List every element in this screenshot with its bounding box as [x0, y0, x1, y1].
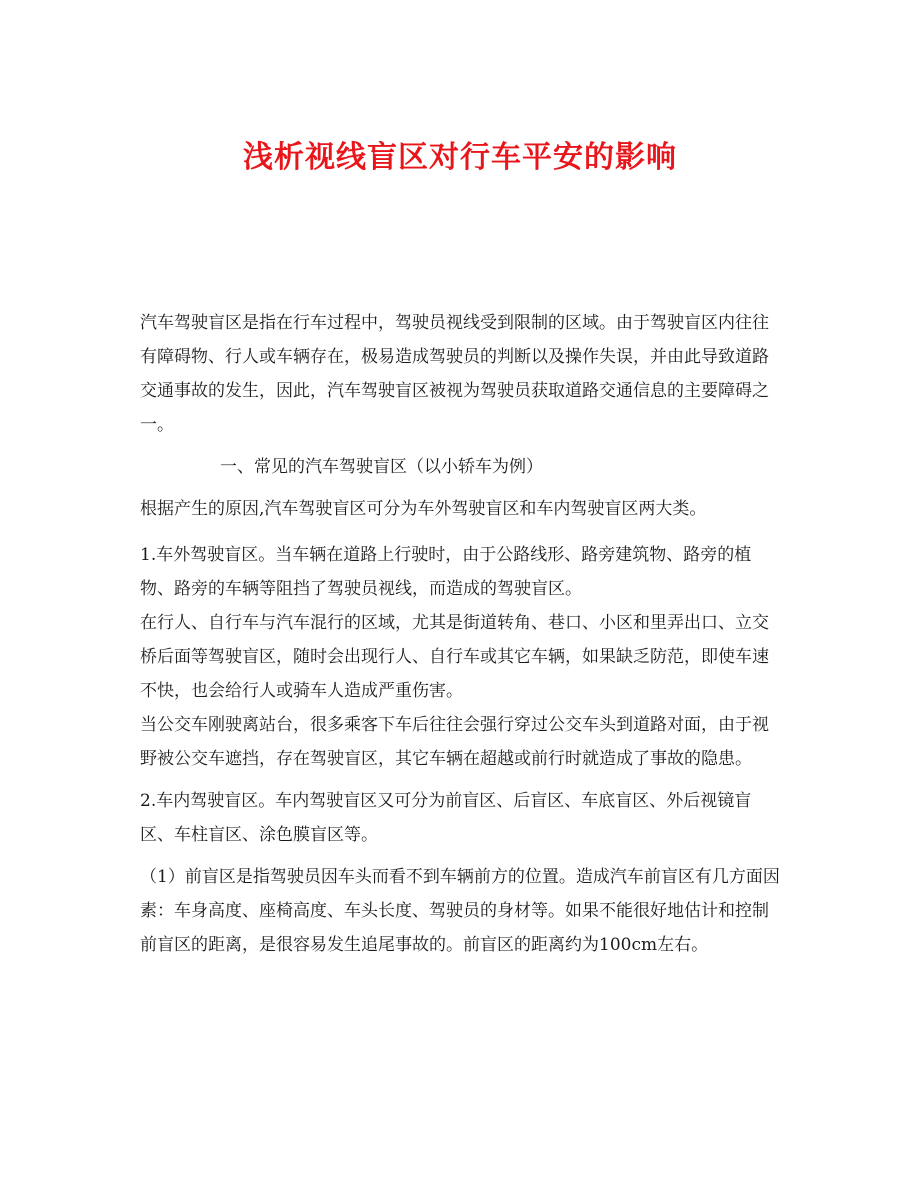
paragraph-intro: 汽车驾驶盲区是指在行车过程中，驾驶员视线受到限制的区域。由于驾驶盲区内往往有障碍物、行人或车辆存在，极易造成驾驶员的判断以及操作失误，并由此导致道路交通事故的发生，因此，汽车驾驶盲区被视为驾驶员获取道路交通信息的主要障碍之一。: [140, 313, 769, 435]
paragraph-front-blind-spot: （1）前盲区是指驾驶员因车头而看不到车辆前方的位置。造成汽车前盲区有几方面因素：车身高度、座椅高度、车头长度、驾驶员的身材等。如果不能很好地估计和控制前盲区的距离，是很容易发生追尾事故的。前盲区的距离约为100cm左右。: [140, 867, 780, 955]
paragraph-classification: 根据产生的原因,汽车驾驶盲区可分为车外驾驶盲区和车内驾驶盲区两大类。: [140, 499, 707, 519]
document-title: 浅析视线盲区对行车平安的影响: [243, 140, 677, 176]
document-body: [140, 306, 780, 962]
paragraph-mixed-traffic: 在行人、自行车与汽车混行的区域，尤其是街道转角、巷口、小区和里弄出口、立交桥后面等驾驶盲区，随时会出现行人、自行车或其它车辆，如果缺乏防范，即使车速不快，也会给行人或骑车人造成严重伤害。: [140, 613, 769, 701]
paragraph-inner-blind-spot: 2.车内驾驶盲区。车内驾驶盲区又可分为前盲区、后盲区、车底盲区、外后视镜盲区、车柱盲区、涂色膜盲区等。: [140, 791, 752, 845]
paragraph-outer-blind-spot: 1.车外驾驶盲区。当车辆在道路上行驶时，由于公路线形、路旁建筑物、路旁的植物、路旁的车辆等阻挡了驾驶员视线，而造成的驾驶盲区。: [140, 545, 752, 599]
section-heading-common-blind-spots: 一、常见的汽车驾驶盲区（以小轿车为例）: [220, 457, 543, 477]
paragraph-bus-station: 当公交车刚驶离站台，很多乘客下车后往往会强行穿过公交车头到道路对面，由于视野被公交车遮挡，存在驾驶盲区，其它车辆在超越或前行时就造成了事故的隐患。: [140, 715, 769, 769]
